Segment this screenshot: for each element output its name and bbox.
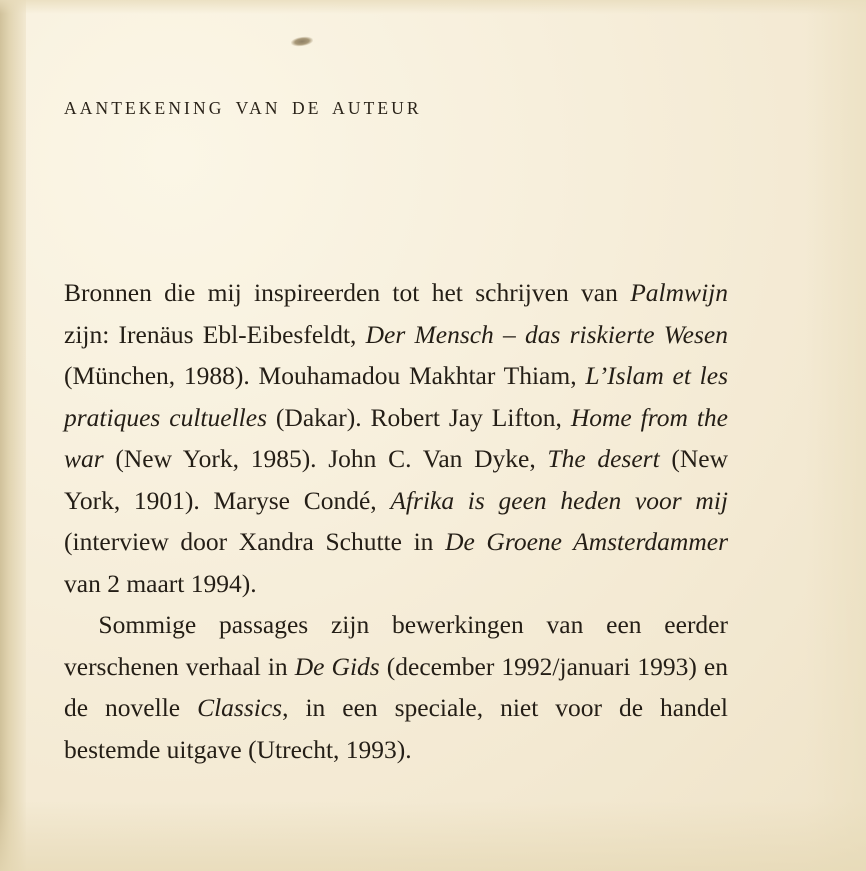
italic-title: De Groene Amsterdammer (445, 527, 728, 556)
page-gutter-shadow (0, 0, 26, 871)
paragraph-passages (64, 604, 728, 770)
paper-speck-mark (290, 36, 313, 48)
italic-title: De Gids (294, 651, 380, 681)
page-edge-top (0, 0, 866, 14)
italic-title: Der Mensch – das riskierte Wesen (365, 319, 728, 349)
body-text (64, 272, 728, 770)
text-run: (Dakar). Robert Jay Lifton, (267, 402, 571, 432)
text-run: zijn: Irenäus Ebl-Eibesfeldt, (64, 319, 366, 349)
italic-title: Afrika is geen heden voor mij (390, 485, 728, 515)
italic-title: Classics (197, 693, 283, 722)
page-edge-bottom (0, 801, 866, 871)
italic-title: L’Islam et les pratiques cultuelles (64, 361, 728, 432)
text-run: Bronnen die mij inspireerden tot het schrijven van (64, 278, 631, 307)
italic-title: Home from the war (64, 402, 728, 473)
text-run: van 2 maart 1994). (64, 568, 257, 598)
text-run: , in een speciale, niet voor de handel bestemde uitgave (Utrecht, 1993). (64, 693, 729, 764)
text-run: (december 1992/januari 1993) en de novelle (64, 651, 728, 722)
italic-title: Palmwijn (630, 278, 728, 307)
text-run: Sommige passages zijn bewerkingen van een eerder verschenen verhaal in (64, 610, 728, 681)
text-run: (New York, 1985). John C. Van Dyke, (103, 444, 548, 473)
paragraph-sources (64, 272, 728, 604)
text-run: (interview door Xandra Schutte in (64, 527, 446, 556)
italic-title: The desert (547, 444, 660, 473)
text-run: (München, 1988). Mouhamadou Makhtar Thiam, (64, 361, 586, 390)
running-head: AANTEKENING VAN DE AUTEUR (64, 98, 422, 118)
page-edge-right (806, 0, 866, 871)
text-run: (New York, 1901). Maryse Condé, (64, 444, 728, 515)
